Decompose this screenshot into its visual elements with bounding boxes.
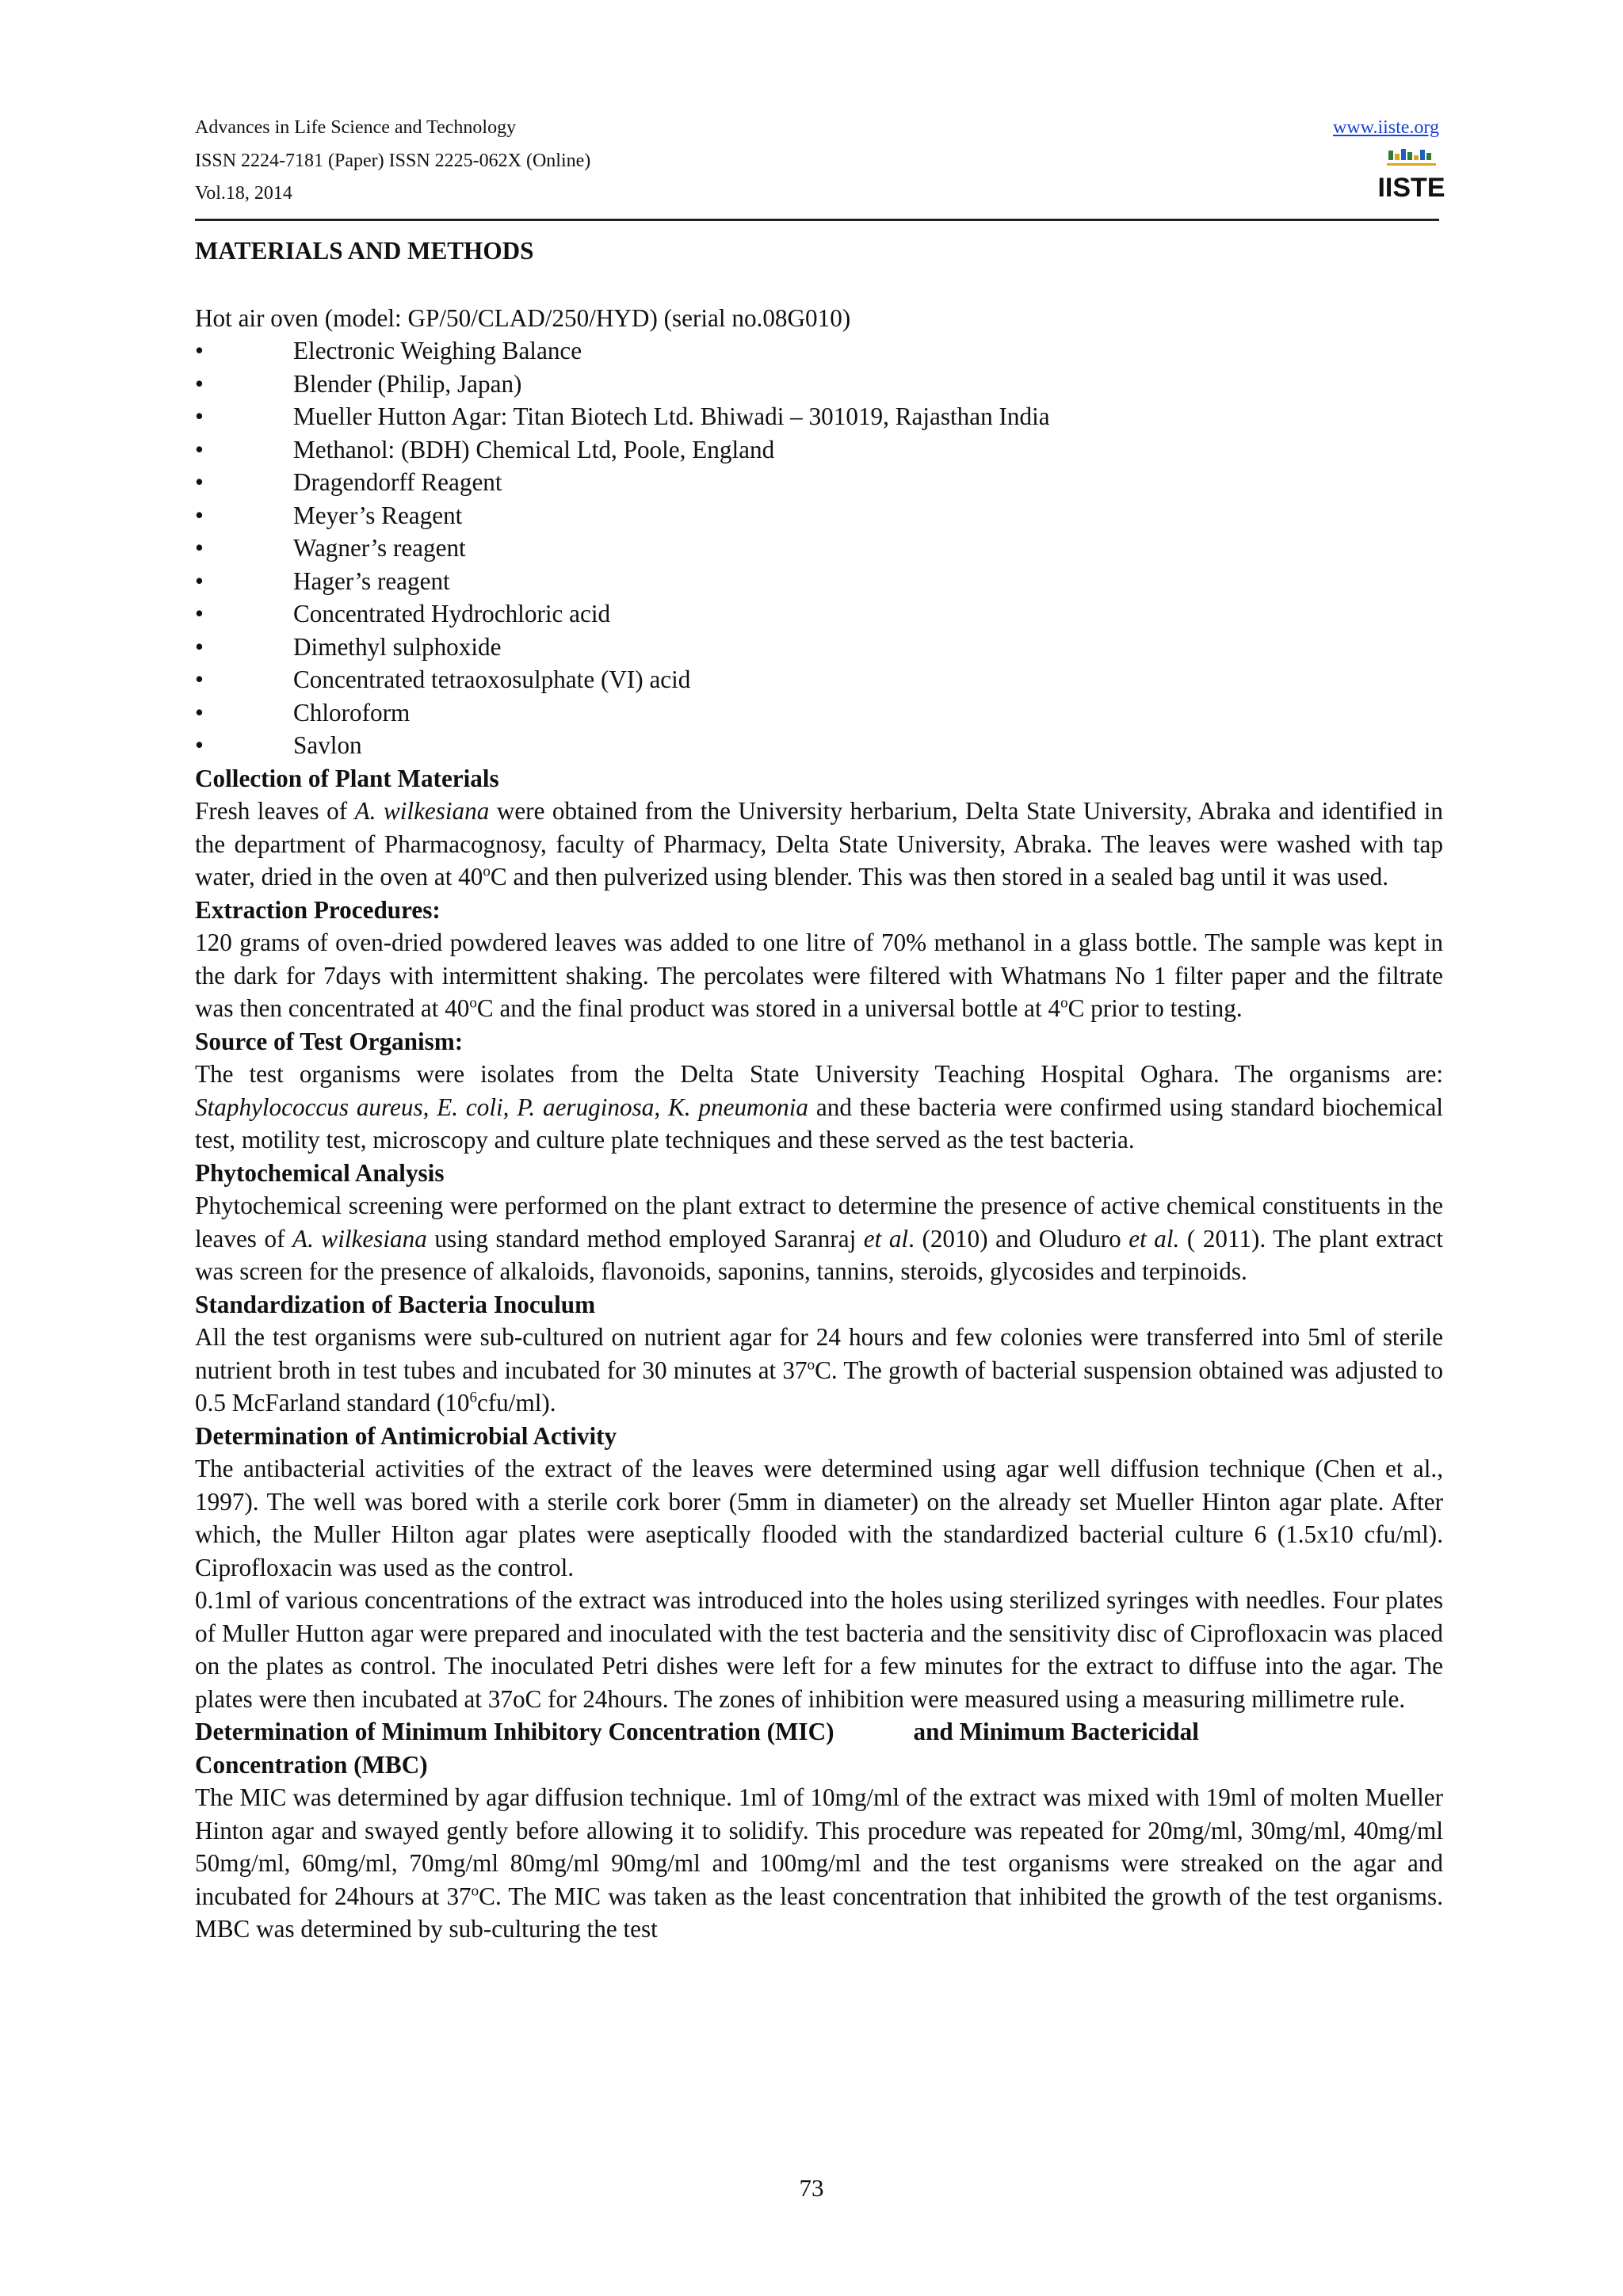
source-heading: Source of Test Organism: — [195, 1027, 464, 1055]
equipment-list — [195, 334, 1443, 762]
equipment-item: • Concentrated tetraoxosulphate (VI) acid — [195, 663, 1443, 696]
collection-paragraph: Fresh leaves of A. wilkesiana were obtained from the University herbarium, Delta State University, Abraka and identified in the department of Pharmacognosy, faculty of Pharmacy, Delta State University, Abraka. The leaves were washed with tap water, dried in the oven at 40$^o$C and then pulverized using blender. This was then stored in a sealed bag until it was used. — [195, 797, 1443, 891]
equipment-item: • Methanol: (BDH) Chemical Ltd, Poole, England — [195, 433, 1443, 467]
equipment-item: • Concentrated Hydrochloric acid — [195, 597, 1443, 631]
extraction-heading: Extraction Procedures: — [195, 895, 441, 924]
standardization-heading: Standardization of Bacteria Inoculum — [195, 1290, 596, 1318]
equipment-item: • Dragendorff Reagent — [195, 466, 1443, 499]
iiste-logo-icon — [1377, 147, 1445, 211]
equipment-item: • Wagner’s reagent — [195, 532, 1443, 565]
running-header — [195, 109, 1445, 221]
equipment-item: • Chloroform — [195, 696, 1443, 730]
logo-wordmark: IISTE — [1377, 173, 1445, 203]
equipment-intro: Hot air oven (model: GP/50/CLAD/250/HYD) (serial no.08G010) — [195, 303, 851, 332]
species-name: A. wilkesiana — [354, 797, 490, 825]
equipment-item: • Meyer’s Reagent — [195, 499, 1443, 532]
species-name: A. wilkesiana — [292, 1224, 427, 1253]
equipment-item: • Hager’s reagent — [195, 565, 1443, 598]
antimicrobial-paragraph-2: 0.1ml of various concentrations of the extract was introduced into the holes using sterilized syringes with needles. Four plates of Muller Hutton agar were prepared and inoculated with the test bacteria and the sensitivity disc of Ciprofloxacin was placed on the plates as control. The inoculated Petri dishes were left for a few minutes for the extract to diffuse into the agar. The plates were then incubated at 37oC for 24hours. The zones of inhibition were measured using a measuring millimetre rule. — [195, 1586, 1443, 1713]
standardization-paragraph: All the test organisms were sub-cultured on nutrient agar for 24 hours and few colonies were transferred into 5ml of sterile nutrient broth in test tubes and incubated for 30 minutes at 37$^o$C. The growth of bacterial suspension obtained was adjusted to 0.5 McFarland standard $(10^6cfu/ml)$. — [195, 1323, 1443, 1417]
equipment-item: • Savlon — [195, 729, 1443, 762]
source-paragraph: The test organisms were isolates from the Delta State University Teaching Hospital Oghara. The organisms are: Staphylococcus aureus, E. coli, P. aeruginosa, K. pneumonia and these bacteria were confirmed using standard biochemical test, motility test, microscopy and culture plate techniques and these served as the test bacteria. — [195, 1060, 1443, 1154]
issn-line: ISSN 2224-7181 (Paper) ISSN 2225-062X (Online) — [195, 151, 591, 171]
volume-line: Vol.18, 2014 — [195, 183, 292, 204]
collection-heading: Collection of Plant Materials — [195, 764, 499, 792]
antimicrobial-heading: Determination of Antimicrobial Activity — [195, 1421, 617, 1450]
mic-heading: Determination of Minimum Inhibitory Concentration (MIC) and Minimum Bactericidal Concentration (MBC) — [195, 1718, 1199, 1779]
phyto-heading: Phytochemical Analysis — [195, 1158, 445, 1187]
equipment-item: • Electronic Weighing Balance — [195, 334, 1443, 368]
journal-name: Advances in Life Science and Technology — [195, 117, 517, 138]
organism-names: Staphylococcus aureus, E. coli, P. aeruginosa, K. pneumonia — [195, 1093, 809, 1121]
journal-website-link[interactable]: www.iiste.org — [1333, 117, 1439, 138]
article-body — [195, 235, 1443, 1946]
mic-paragraph: The MIC was determined by agar diffusion technique. 1ml of 10mg/ml of the extract was mixed with 19ml of molten Mueller Hinton agar and swayed gently before allowing it to solidify. This procedure was repeated for 20mg/ml, 30mg/ml, 40mg/ml 50mg/ml, 60mg/ml, 70mg/ml 80mg/ml 90mg/ml and 100mg/ml and the test organisms were streaked on the agar and incubated for 24hours at 37$^o$C. The MIC was taken as the least concentration that inhibited the growth of the test organisms. MBC was determined by sub-culturing the test — [195, 1783, 1443, 1943]
phyto-paragraph: Phytochemical screening were performed on the plant extract to determine the presence of active chemical constituents in the leaves of A. wilkesiana using standard method employed Saranraj et al. (2010) and Oluduro et al. ( 2011). The plant extract was screen for the presence of alkaloids, flavonoids, saponins, tannins, steroids, glycosides and terpinoids. — [195, 1192, 1444, 1285]
equipment-item: • Dimethyl sulphoxide — [195, 631, 1443, 664]
section-title: MATERIALS AND METHODS — [195, 237, 534, 265]
equipment-item: • Mueller Hutton Agar: Titan Biotech Ltd. Bhiwadi – 301019, Rajasthan India — [195, 400, 1443, 433]
antimicrobial-paragraph-1: The antibacterial activities of the extract of the leaves were determined using agar well diffusion technique (Chen et al., 1997). The well was bored with a sterile cork borer (5mm in diameter) on the already set Mueller Hinton agar plate. After which, the Muller Hilton agar plates were aseptically flooded with the standardized bacterial culture 6 (1.5x10 cfu/ml). Ciprofloxacin was used as the control. — [195, 1455, 1443, 1581]
page-number: 73 — [799, 2174, 824, 2202]
extraction-paragraph: 120 grams of oven-dried powdered leaves was added to one litre of 70% methanol in a glass bottle. The sample was kept in the dark for 7days with intermittent shaking. The percolates were filtered with Whatmans No 1 filter paper and the filtrate was then concentrated at 40$^o$C and the final product was stored in a universal bottle at 4$^o$C prior to testing. — [195, 929, 1443, 1022]
equipment-item: • Blender (Philip, Japan) — [195, 368, 1443, 401]
